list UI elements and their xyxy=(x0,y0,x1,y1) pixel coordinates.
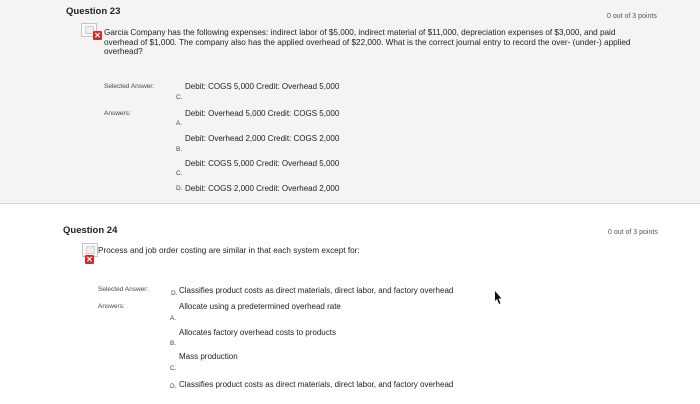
prompt-line: overhead? xyxy=(104,47,143,56)
answer-option: Debit: COGS 2,000 Credit: Overhead 2,000 xyxy=(185,184,340,193)
answers-label: Answers: xyxy=(98,303,125,310)
answer-option-letter: D. xyxy=(170,383,177,390)
answer-option: Allocate using a predetermined overhead rate xyxy=(179,302,341,311)
selected-answer-label: Selected Answer: xyxy=(104,83,155,90)
question-24-title: Question 24 xyxy=(63,225,118,236)
answer-option-letter: C. xyxy=(176,170,183,177)
answer-option: Classifies product costs as direct materials, direct labor, and factory overhead xyxy=(179,380,454,389)
incorrect-x-icon: ✕ xyxy=(94,31,101,40)
question-23-prompt xyxy=(104,28,630,57)
answer-option: Debit: COGS 5,000 Credit: Overhead 5,000 xyxy=(185,159,340,168)
question-23-points: 0 out of 3 points xyxy=(607,13,657,20)
answer-option: Mass production xyxy=(179,352,238,361)
answer-option: Allocates factory overhead costs to products xyxy=(179,328,336,337)
question-24-points: 0 out of 3 points xyxy=(608,229,658,236)
answer-option: Debit: Overhead 2,000 Credit: COGS 2,000 xyxy=(185,134,340,143)
prompt-line: Garcia Company has the following expenses: indirect labor of $5,000, indirect material of $11,000, depreciation expenses of $3,000, and paid xyxy=(104,28,616,37)
mouse-cursor-icon xyxy=(492,291,502,305)
answers-label: Answers: xyxy=(104,110,131,117)
answer-option-letter: B. xyxy=(170,340,177,347)
prompt-line: overhead of $1,000. The company also has the applied overhead of $22,000. What is the correct journal entry to record the over- (under-) applied xyxy=(104,37,631,47)
question-24-prompt: Process and job order costing are similar in that each system except for: xyxy=(98,246,360,255)
answer-option-letter: A. xyxy=(170,315,177,322)
selected-answer-text: Classifies product costs as direct materials, direct labor, and factory overhead xyxy=(179,286,454,295)
selected-answer-letter: D. xyxy=(171,290,178,297)
selected-answer-letter: C. xyxy=(176,94,183,101)
answer-option-letter: D. xyxy=(176,185,183,192)
answer-option-letter: A. xyxy=(176,120,183,127)
mouse-cursor-icon xyxy=(492,291,502,305)
question-23-title: Question 23 xyxy=(66,6,121,17)
incorrect-x-icon: ✕ xyxy=(86,255,93,264)
answer-option-letter: C. xyxy=(170,365,177,372)
selected-answer-text: Debit: COGS 5,000 Credit: Overhead 5,000 xyxy=(185,82,340,91)
selected-answer-label: Selected Answer: xyxy=(98,286,149,293)
answer-option-letter: B. xyxy=(176,146,183,153)
answer-option: Debit: Overhead 5,000 Credit: COGS 5,000 xyxy=(185,109,340,118)
